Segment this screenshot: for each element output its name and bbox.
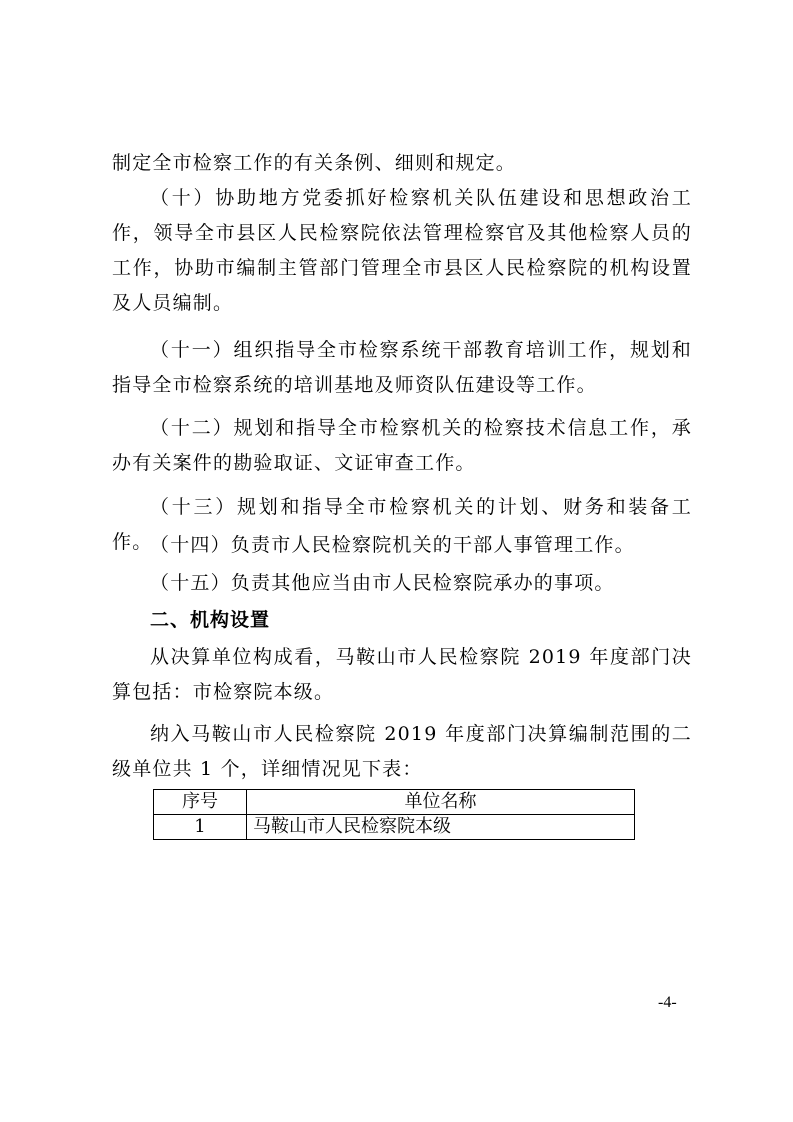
table-header-row [154, 790, 635, 815]
paragraph-unit-count: 纳入马鞍山市人民检察院 2019 年度部门决算编制范围的二级单位共 1 个，详细情况见下表： [112, 723, 692, 780]
page-number: -4- [658, 994, 677, 1011]
paragraph-item-15: （十五）负责其他应当由市人民检察院承办的事项。 [150, 572, 615, 594]
table-row [154, 815, 635, 840]
paragraph-item-12: （十二）规划和指导全市检察机关的检察技术信息工作，承办有关案件的勘验取证、文证审查工作。 [112, 417, 692, 474]
unit-table [153, 789, 635, 840]
table-cell-number: 1 [154, 815, 247, 840]
section-heading: 二、机构设置 [150, 609, 271, 631]
paragraph-item-13: （十三）规划和指导全市检察机关的计划、财务和装备工作。 [112, 496, 692, 553]
table-header-unit-name: 单位名称 [247, 790, 635, 815]
table-header-number: 序号 [154, 790, 247, 815]
paragraph-item-11: （十一）组织指导全市检察系统干部教育培训工作，规划和指导全市检察系统的培训基地及师资队伍建设等工作。 [112, 339, 692, 396]
paragraph-item-14: （十四）负责市人民检察院机关的干部人事管理工作。 [150, 534, 635, 556]
paragraph-continuation: 制定全市检察工作的有关条例、细则和规定。 [112, 152, 517, 174]
table-cell-unit-name: 马鞍山市人民检察院本级 [247, 815, 635, 840]
paragraph-budget-scope: 从决算单位构成看，马鞍山市人民检察院 2019 年度部门决算包括：市检察院本级。 [112, 646, 692, 703]
paragraph-item-10: （十）协助地方党委抓好检察机关队伍建设和思想政治工作，领导全市县区人民检察院依法管理检察官及其他检察人员的工作，协助市编制主管部门管理全市县区人民检察院的机构设置及人员编制。 [112, 187, 692, 314]
